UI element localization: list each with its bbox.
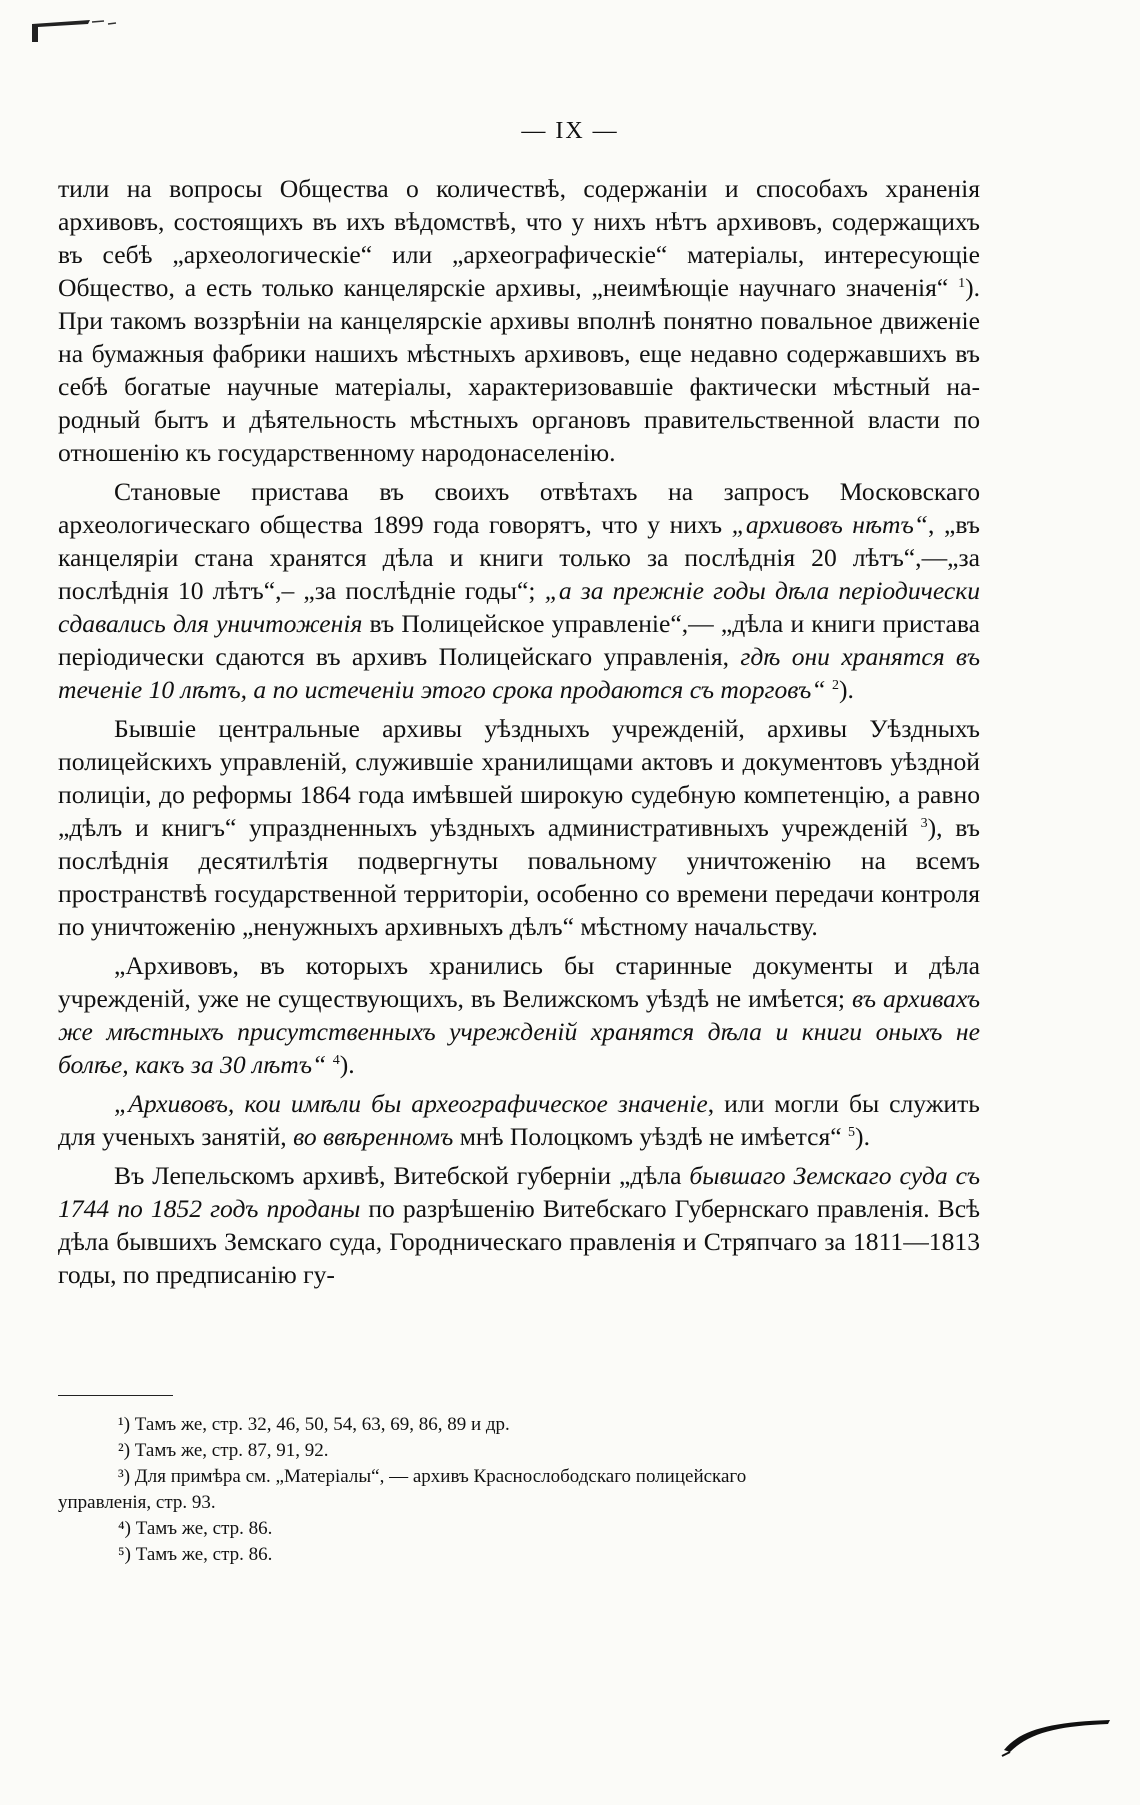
paragraph: [58, 475, 980, 706]
scan-corner-mark-top: [30, 18, 122, 44]
text-run: въ Полицейское управленіе“,— „дѣла и книги пристава періодически сдаются въ архивъ Полицейскаго управленія,: [58, 609, 980, 671]
text-run: по разрѣшенію Витебскаго Губернскаго правленія. Всѣ дѣла бывшихъ Земскаго суда, Городническаго правленія и Стряпчаго за 1811—1813 годы, по предписанію гу-: [58, 1194, 980, 1289]
footnote-text: Для примѣра см. „Матеріалы“, — архивъ Краснослободскаго полицейскаго: [134, 1466, 747, 1487]
italic-text: „Архивовъ, кои имѣли бы археографическое значеніе: [114, 1089, 708, 1118]
footnote-text: Тамъ же, стр. 86.: [135, 1544, 273, 1565]
footnote-text: Тамъ же, стр. 32, 46, 50, 54, 63, 69, 86, 89 и др.: [134, 1414, 510, 1435]
text-run: , „въ канцеляріи стана хранятся дѣла и книги только за послѣднія 20 лѣтъ“,—„за послѣднія 10 лѣтъ“,– „за послѣдніе годы“;: [58, 510, 981, 605]
text-run: Въ Лепельскомъ архивѣ, Витебской губерніи „дѣла: [114, 1161, 690, 1190]
footnote: [58, 1464, 980, 1490]
paragraph: [58, 172, 980, 469]
text-run: ).: [339, 1050, 355, 1079]
footnote-reference: 1: [958, 276, 966, 291]
footnote-mark: ²): [118, 1440, 131, 1461]
scan-corner-mark-bottom: [1000, 1700, 1120, 1760]
paragraph: [58, 1159, 980, 1291]
footnote-mark: ¹): [118, 1414, 131, 1435]
text-run: ).: [855, 1122, 870, 1151]
footnote-mark: ⁴): [118, 1518, 131, 1539]
italic-text: бывшаго Земскаго суда съ 1744 по 1852 годъ проданы: [58, 1161, 980, 1223]
paragraph: [58, 949, 980, 1081]
footnote-separator: [58, 1395, 173, 1396]
italic-text: „архивовъ нѣтъ“: [731, 510, 929, 539]
footnote: [58, 1542, 980, 1568]
text-run: ). При такомъ воззрѣніи на канцелярскіе архивы вполнѣ понятно повальное движеніе на бумажныя фабрики нашихъ мѣстныхъ архивовъ, еще недавно содержавшихъ въ себѣ богатые научные матеріалы, характеризовавшіе фактически мѣстный народный бытъ и дѣятельность мѣстныхъ органовъ правительственной власти по отношенію къ государственному народонаселенію.: [58, 273, 980, 467]
footnote: [58, 1412, 980, 1438]
text-run: Бывшіе центральные архивы уѣздныхъ учрежденій, архивы Уѣздныхъ полицейскихъ управленій, служившіе хранилищами актовъ и документовъ уѣздной полиціи, до реформы 1864 года имѣвшей широкую судебную компетенцію, а равно „дѣлъ и книгъ“ упраздненныхъ уѣздныхъ административныхъ учрежденій: [58, 714, 980, 842]
italic-text: „а за прежніе годы дѣла періодически сдавались для уничтоженія: [58, 576, 980, 638]
footnotes: [58, 1412, 980, 1568]
footnote-text: Тамъ же, стр. 87, 91, 92.: [134, 1440, 329, 1461]
text-run: , или могли бы служить для ученыхъ занятій,: [58, 1089, 980, 1151]
text-run: Становые пристава въ своихъ отвѣтахъ на запросъ Московскаго археологическаго общества 1899 года говорятъ, что у нихъ: [58, 477, 980, 539]
page-number: — IX —: [521, 118, 619, 144]
footnote-text: управленія, стр. 93.: [58, 1492, 216, 1513]
italic-text: въ архивахъ же мѣстныхъ присутственныхъ учрежденій хранятся дѣла и книги оныхъ не болѣе, какъ за 30 лѣтъ“: [58, 984, 980, 1079]
text-run: тили на вопросы Общества о количествѣ, содержаніи и способахъ храненія архивовъ, состоящихъ въ ихъ вѣдомствѣ, что у нихъ нѣтъ архивовъ, содержащихъ въ себѣ „археологическіе“ или „археографическіе“ матеріалы, интересующіе Общество, а есть только канцелярскіе архивы, „неимѣющіе научнаго значенія“: [58, 174, 980, 302]
footnote-reference: 2: [831, 678, 839, 693]
text-run: ).: [838, 675, 854, 704]
italic-text: во ввѣренномъ: [293, 1122, 454, 1151]
paragraph: [58, 1087, 980, 1153]
footnote: [58, 1516, 980, 1542]
footnote-text: Тамъ же, стр. 86.: [135, 1518, 273, 1539]
text-run: мнѣ Полоцкомъ уѣздѣ не имѣется“: [453, 1122, 849, 1151]
footnote-mark: ³): [118, 1466, 131, 1487]
footnote: [58, 1438, 980, 1464]
italic-text: гдѣ они хранятся въ теченіе 10 лѣтъ, а по истеченіи этого срока продаются съ торговъ“: [58, 642, 980, 704]
paragraph: [58, 712, 980, 943]
body-text: [58, 172, 980, 1291]
text-run: ), въ послѣднія десятилѣтія подвергнуты повальному уничтоженію на всемъ пространствѣ государственной территоріи, особенно со времени передачи контроля по уничтоженію „ненужныхъ архивныхъ дѣлъ“ мѣстному начальству.: [58, 813, 980, 941]
footnote-continuation: [58, 1490, 980, 1516]
footnote-reference: 3: [920, 816, 928, 831]
text-run: „Архивовъ, въ которыхъ хранились бы старинные документы и дѣла учрежденій, уже не существующихъ, въ Велижскомъ уѣздѣ не имѣется;: [58, 951, 980, 1013]
footnote-reference: 4: [332, 1053, 340, 1068]
footnote-reference: 5: [848, 1125, 856, 1140]
footnote-mark: ⁵): [118, 1544, 131, 1565]
